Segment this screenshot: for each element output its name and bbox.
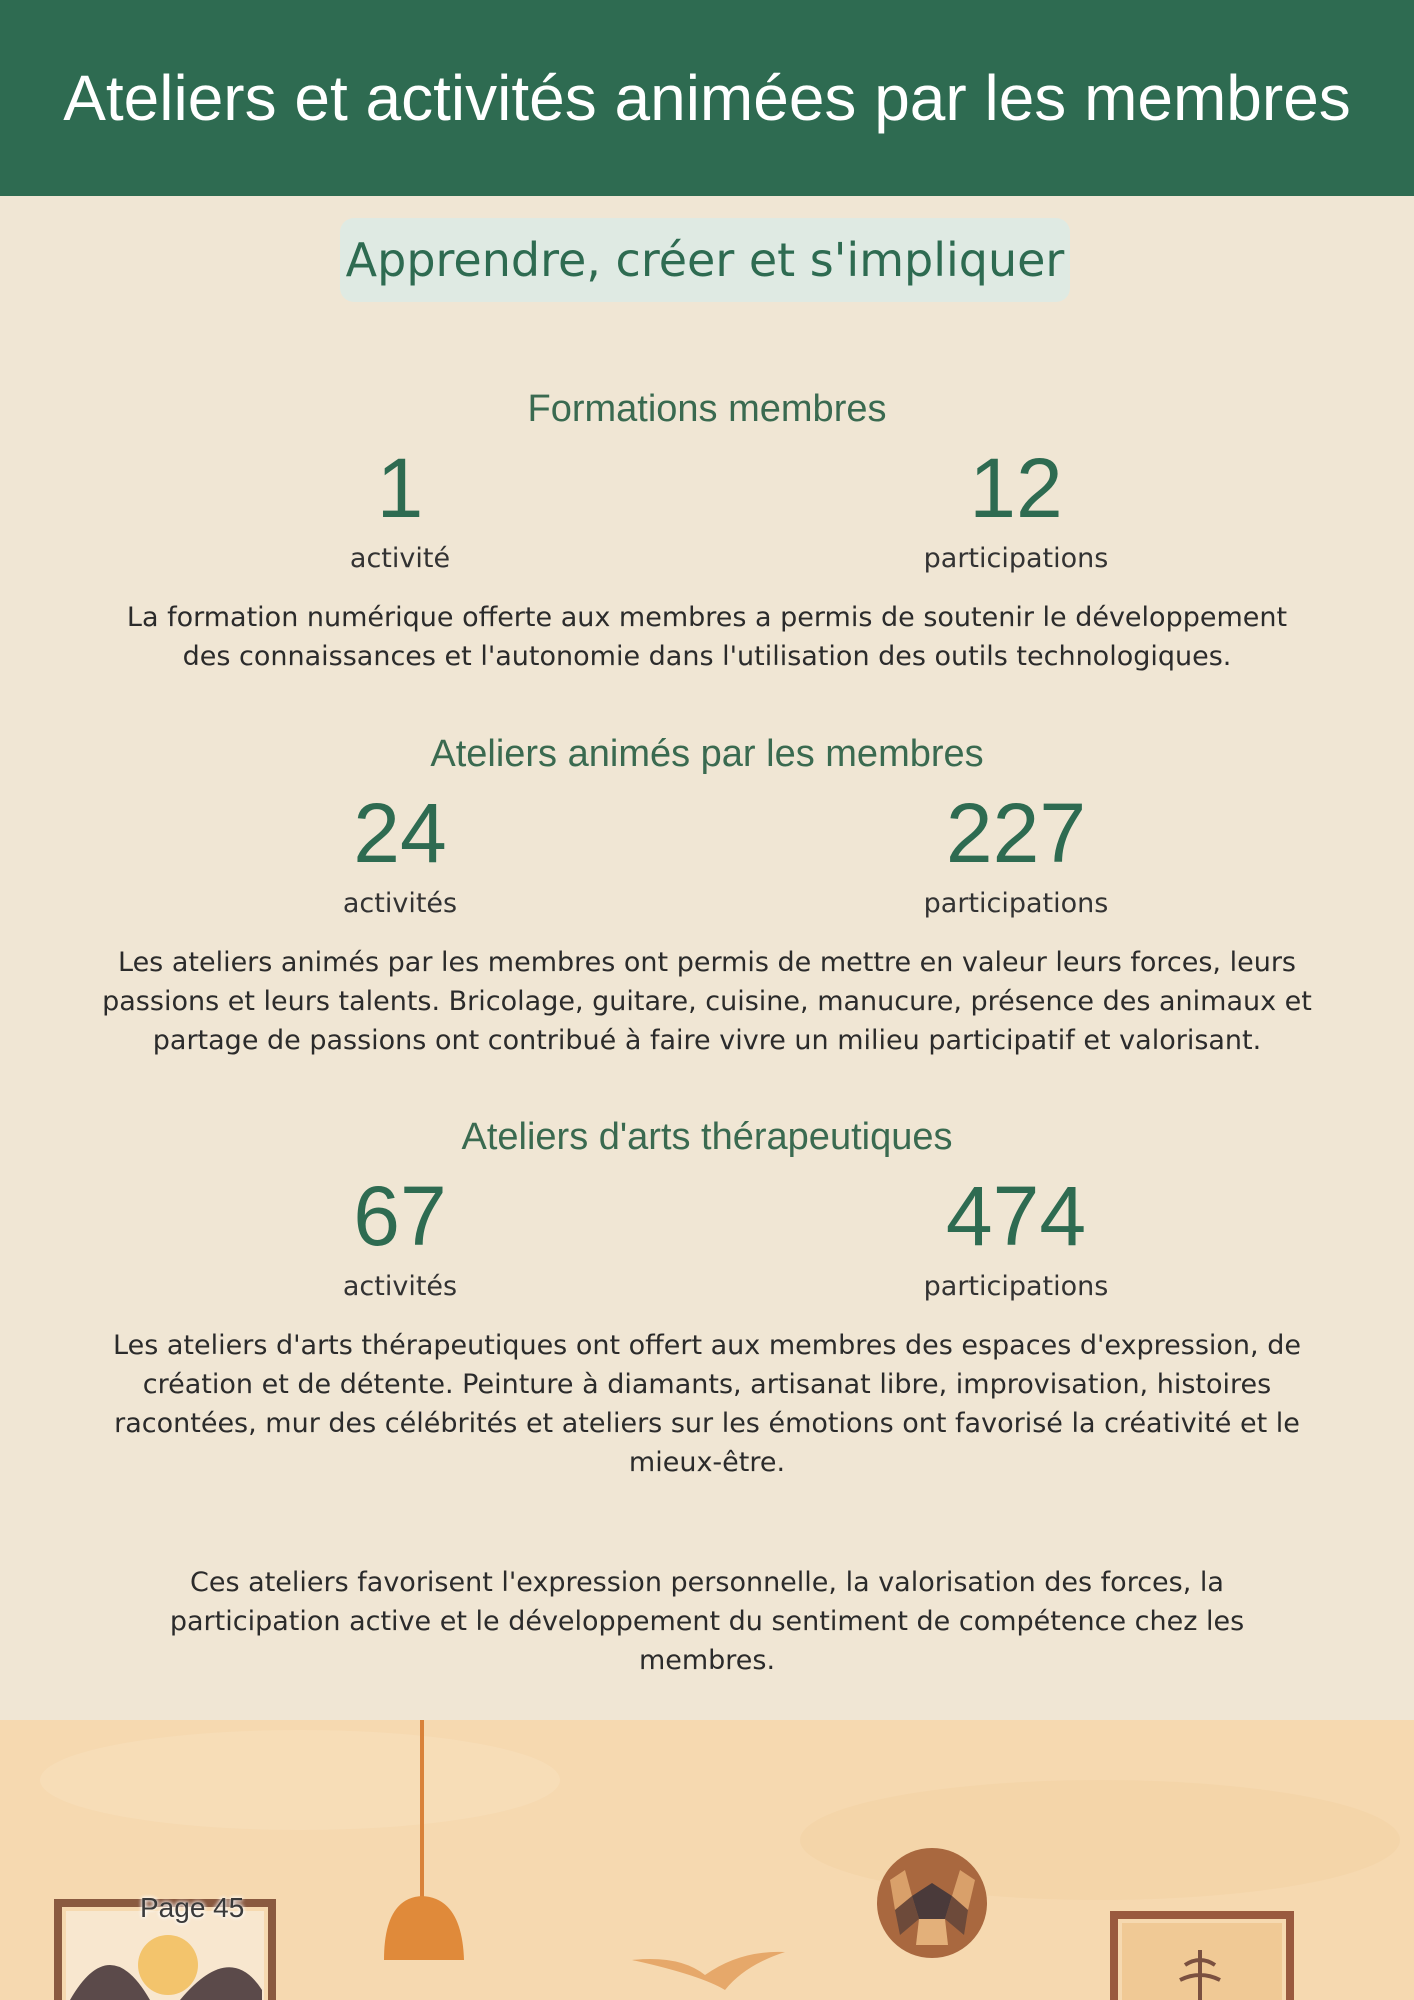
section-formations xyxy=(0,386,1414,676)
section-description: Les ateliers animés par les membres ont permis de mettre en valeur leurs forces, leurs passions et leurs talents. Bricolage, guitare, cuisine, manucure, présence des animaux et partage de passions ont contribué à faire vivre un milieu participatif et valorisant. xyxy=(102,947,1312,1056)
stat-unit: participations xyxy=(923,543,1109,574)
stat-participations xyxy=(836,442,1196,576)
room-illustration xyxy=(0,1720,1414,2000)
section-description: Les ateliers d'arts thérapeutiques ont offert aux membres des espaces d'expression, de création et de détente. Peinture à diamants, artisanat libre, improvisation, histoires racontées, mur des célébrités et ateliers sur les émotions ont favorisé la créativité et le mieux-être. xyxy=(113,1330,1301,1478)
stat-value: 1 xyxy=(376,441,424,535)
footer-illustration xyxy=(0,1720,1414,2000)
closing-paragraph: Ces ateliers favorisent l'expression personnelle, la valorisation des forces, la participation active et le développement du sentiment de compétence chez les membres. xyxy=(169,1567,1245,1676)
stats-row xyxy=(0,787,1414,937)
stat-unit: activités xyxy=(342,888,458,919)
section-ateliers-membres xyxy=(0,731,1414,1060)
section-title: Ateliers animés par les membres xyxy=(430,733,984,775)
frame-right-icon xyxy=(1114,1915,1290,2000)
stats-row xyxy=(0,442,1414,592)
stat-value: 474 xyxy=(945,1169,1087,1263)
stat-activities xyxy=(220,442,580,576)
header-banner xyxy=(0,0,1414,196)
stat-participations xyxy=(836,787,1196,921)
stat-value: 24 xyxy=(353,786,447,880)
stats-row xyxy=(0,1170,1414,1320)
soccer-ball-icon xyxy=(877,1848,987,1958)
section-arts-therapeutiques xyxy=(0,1114,1414,1482)
subtitle-badge: Apprendre, créer et s'impliquer xyxy=(340,218,1070,302)
page-title: Ateliers et activités animées par les membres xyxy=(63,62,1351,134)
stat-activities xyxy=(220,787,580,921)
section-title: Ateliers d'arts thérapeutiques xyxy=(461,1116,953,1158)
stat-participations xyxy=(836,1170,1196,1304)
stat-unit: participations xyxy=(923,888,1109,919)
stat-unit: activité xyxy=(349,543,451,574)
section-description: La formation numérique offerte aux membres a permis de soutenir le développement des connaissances et l'autonomie dans l'utilisation des outils technologiques. xyxy=(126,602,1288,672)
stat-activities xyxy=(220,1170,580,1304)
page-number: Page 45 xyxy=(140,1892,245,1923)
stat-unit: activités xyxy=(342,1271,458,1302)
stat-value: 67 xyxy=(353,1169,447,1263)
stat-value: 227 xyxy=(945,786,1087,880)
stat-unit: participations xyxy=(923,1271,1109,1302)
stat-value: 12 xyxy=(969,441,1063,535)
section-title: Formations membres xyxy=(527,388,887,430)
